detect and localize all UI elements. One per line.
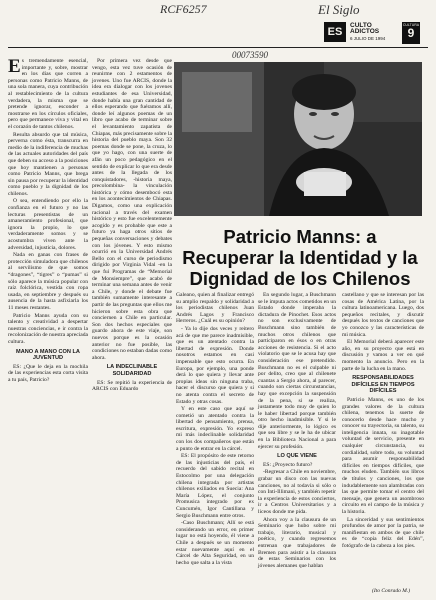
- paragraph: - Ya lo dije dos veces y reitero acá de que me parece inadmisible, que es un atentado contra la libertad de expresión. Donde nosotros estamos en casi impensable que esto ocurra. En Europa, por ejemplo, una ponde derá lo que quiera y llevar ante propias ideas sin ninguna traba, hacer el discurso que quiera y si no atenta contra el secreto de Estado y otras cosas.: [176, 325, 254, 405]
- subheading: LA INDECLINABLE SOLIDARIDAD: [106, 364, 158, 377]
- text-column-1: [8, 58, 88, 385]
- paragraph: Nada en ganas con frases de protección simuladora que chilenos al servilismo de que somos “dragones”, “tigres” o “pumas” si sólo aparece la música popular con raíz folclórica, vestida con ropa usada, en septiembre y después su ausencia de la hasta asfixiarla los 11 meses restantes.: [8, 252, 88, 311]
- page-number: 9: [407, 26, 415, 40]
- subheading: MANO A MANO CON LA JUVENTUD: [16, 348, 80, 362]
- question-paragraph: ES: ¿Que le deja en la mochila de las experiencias esta corta visita a tu país, Patricio?: [8, 363, 88, 383]
- paragraph: -Regresar a Chile en noviembre, grabar un disco con las nuevas canciones, no al todavía si sólo o con Inti-Illimani, y también repetir la experiencia de estos conciertos, ir a Centros Universitarios y a liceos donde me pida.: [258, 469, 336, 515]
- handwritten-number: 00073590: [232, 50, 268, 60]
- paragraph: Resulta absurdo que tal música, perverna como ésta, transcurra en medio de la indiferencia de muchas de las actuales autoridades del país que deben su acceso a la posiciones que hoy mantienen a personas como Patricio Manns, que brega sin pausa por recuperar la identidad como pueblo y la dignidad de los chilenos.: [8, 131, 88, 197]
- subheading: LO QUE VIENE: [277, 453, 317, 460]
- article-photo: [174, 62, 422, 216]
- question-paragraph: ES: ¿Proyecto futuro?: [263, 461, 313, 468]
- issue-date: 6 JULIO DE 1994: [350, 36, 386, 41]
- paragraph: La sinceridad y sus sentimientos profundos de amor por la patria, se manifiestan en ambos de que chile es de “copia feliz del Edén”, fotógrafo de la cabeza a los pies.: [342, 516, 424, 549]
- paragraph: En segundo lugar, a Buschmann se le imputa actos cometidos en un Estado donde imperaba la dictadura de Pinochet. Esos actos no son exclusivamente de Buschmann sino también de muchos otros chilenos que participaron en ésos o en otras acciones de resistencia. Si el acto violatorio que se le acusa hay que consideración ese pretendido. Buschmann no es el culpable ni por delito, creo que al chilenete cuantas a Sergio ahora, al parecer, cuando son ciertas circunstancias, hay que excepción la suspensión de la pena, si se realiza, justamente todo muy de quien lo le haber libertad porque también otro hecho inadmisible. Y si le dije anteriormente, lo lógico es que sea libre y se le ha de ubicar en la Biblioteca Nacional a para ejercer su profesión.: [258, 292, 336, 450]
- paragraph: ES: El propósito de este retorno de las injusticias del país, el recuerdo del sabido recital en Estocolmo por una delegación chilena integrada por artistas chilenos exiliados en Suecia: Ana María López, el conjunto Promusica integrado por ex Cuncumén, Igor Cantillana y Sergio Buschmann entre otros.: [176, 453, 254, 519]
- header-rule: [8, 47, 428, 48]
- paragraph: Patricio Manns ayuda con su talento y creatividad a despertar nuestras conciencias, e ir contra la recolonización de nuestra apreciada cultura.: [8, 312, 88, 345]
- text-column-3: [176, 292, 254, 567]
- text-column-4: [258, 292, 336, 570]
- question-paragraph: ES: Se repitió la experiencia de ARCIS con Eduardo: [92, 379, 172, 393]
- paragraph: Por primera vez desde que vengo, esta vez tuve ocasión de reunirme con 2 estamentos de jovenes. Uno fue ARCIS, donde la idea era dialogar con los jovenes estudiantes de esa Universidad, donde había una gran cantidad de ellos esperando que fuéramos allí, donde leí algunos poemas de un libro que acabo de terminar sobre el levantamiento zapatista de Chiapas, más precisamente sobre la historia del pueblo maya. Son 32 poemas donde se pone, la cruza, lo que yo hago, con una suerte de afán un poco pedagógico en el sentido de explicar lo que era desde antes de la llegada de los conquistadores, -historia maya, precolombina- la vinculación histórica y cómo desembocó esta en los acontecimientos de Chiapas. Digamos, como una explicación racional a través del examen histórico y esto fue excelentemente acogido y es probable que este a futuro ya haga otros sitios de pequeñas conversaciones y debates con los jóvenes. Y esto mismo ocurrió en la Universidad Andrés Bello con el curso de periodismo dirigido por Virginia Vidal -en la que fui Programas de “Memorial de Monsiempre”, que acabó de terminar una semana antes de venir a Chile, y donde el debate fue también sumamente interesante a partir de las preguntas que ellos me hicieron sobre esta obra que conciernen a Chile en particular. Son dos hechos especiales que guardo ahora de este viaje, son nuevos porque es la ocasión anterior no fue posible, las condiciones no estaban dadas como ahora.: [92, 58, 172, 361]
- page-label: CULTURA: [402, 23, 420, 27]
- author-signature: (Ito Conrado M.): [372, 588, 411, 594]
- paragraph: El Memorial deberá aparecer este año, en su proyecto que está en discusión y vamos a ver en qué momento la anuncio. Pero en la parte de la lucha en la mano.: [342, 339, 424, 372]
- masthead: [324, 22, 422, 44]
- handwritten-source: El Siglo: [318, 2, 360, 17]
- section-title: CULTO ADICTOS: [350, 22, 380, 35]
- paragraph: O sea, entendiendo por ello la confianza en el futuro y no las lecturas presentistas de un amaneramiento profesional, que ignora la propio, lo que verdaderamente somos y se acostumbra viven ante la adversidad, injusticia, dolores.: [8, 198, 88, 251]
- article-headline: Patricio Manns: a Recuperar la Identidad y la Dignidad de los Chilenos: [182, 226, 418, 289]
- paragraph: Patricio Manns, es uno de los grandes valores de la cultura chilena, tenemos la suerte de conocerlo desde hace mucho y conocer su trayectoria, su talento, su inteligencia innata, su inagotable voluntad de servicio, presente en cualquier circunstancia, su cordialidad, sobre todo, su voluntad para asumir responsabilidad difíciles en tiempos difíciles, que muchos eluden. También sus libros de títulos y canciones, los que indudablemente son alambradas con las que permite tomar el centro del mensaje, que genera un asombroso circuito en el campo de la música y la historia.: [342, 396, 424, 515]
- drop-cap: E: [8, 56, 21, 77]
- photo-portrait: [174, 62, 422, 216]
- subheading: RESPONSABILIDADES DIFÍCILES EN TIEMPOS DIFÍCILES: [351, 375, 415, 395]
- page-number-box: [402, 22, 420, 44]
- paragraph: -Caso Buschmann; Allí se está considerando un error, en primer lugar no está hoyendo, él viene a Chile a después se un momento estar nuevamente aquí en el Cárcel de Alta Seguridad, en un hecho que salta a la vista: [176, 520, 254, 566]
- handwritten-code: RCF6257: [160, 2, 207, 16]
- paragraph: Y en este caso que aquí se cometió un atentado contra la libertad de pensamiento, prensa, escritura, expresión. Yo expreso mi más indeclinable solidaridad con los dos compañeros que están a punto de entrar en la cárcel.: [176, 406, 254, 452]
- paragraph: Ahora voy a la clausura de un Seminario que hubo sobre mi trabajo, literario, musical y poético, y cuando regresemos entrenan que trabajadores de Bremen para asistir a la clausura de estas Seminarios con los jóvenes alemanes que hablan: [258, 516, 336, 569]
- newspaper-logo: ES: [324, 22, 346, 42]
- text-column-5: [342, 292, 424, 551]
- paragraph: castellano y que se interesan por las cosas de América Latina, por la cultura latinoamericana. Luego, dos pequeños recitales, y discutir después los textos de canciones que yo conozco y las características de mi música.: [342, 292, 424, 338]
- text-column-2: [92, 58, 172, 394]
- paragraph: Galeano, quien al finalizar entregó su amplio respaldo y solidaridad a los periodistas chilenos Juan Andrés Lagos y Francisco Herreros. ¿Cuál es su opinión?: [176, 292, 254, 325]
- lead-paragraph: Es tremendamente esencial, importante y, sobre, mostrar en los días que corren a personas como Patricio Manns, de una sola manera, cuya contribución al restablecimiento de la cultura verdadera, la misma que se pretende ignorar, esconder a mostrarse en los círculos oficiales, pero que permanece viva y vital en el corazón de tantos chilenos.: [8, 56, 88, 130]
